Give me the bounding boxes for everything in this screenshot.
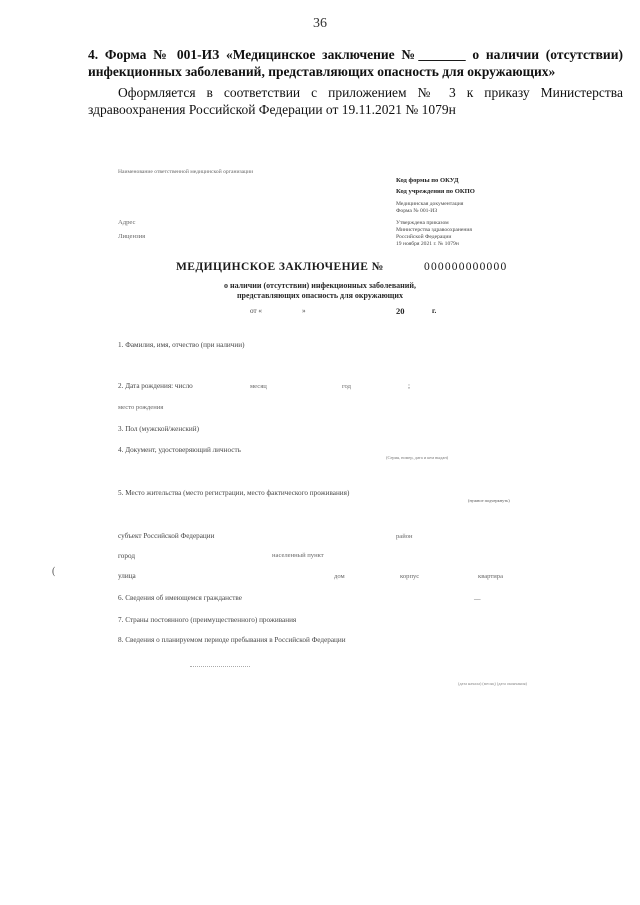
field-3-sex: 3. Пол (мужской/женский) (118, 425, 199, 433)
document-subtitle-2: представляющих опасность для окружающих (236, 291, 404, 300)
form-no-label: Форма № 001-ИЗ (396, 208, 438, 214)
field-6-citizenship: 6. Сведения об имеющемся гражданстве (118, 594, 242, 602)
document-subtitle-1: о наличии (отсутствии) инфекционных заболеваний, (223, 281, 417, 290)
field-2-year: год (342, 383, 352, 390)
form-basis-text: Оформляется в соответствии с приложением № 3 к приказу Министерства здравоохранения Российской Федерации от 19.11.2021 № 1079н (88, 85, 623, 117)
field-7-countries: 7. Страны постоянного (преимущественного) проживания (118, 616, 297, 624)
address-subject: субъект Российской Федерации (118, 532, 215, 540)
address-label: Адрес (118, 219, 136, 226)
license-label: Лицензия (118, 233, 146, 240)
field-8-stay-period: 8. Сведения о планируемом периоде пребывания в Российской Федерации (118, 636, 346, 644)
date-from: от « (250, 307, 263, 315)
address-street: улица (118, 572, 136, 580)
document-title: МЕДИЦИНСКОЕ ЗАКЛЮЧЕНИЕ № (176, 261, 384, 273)
field-2-birthplace: место рождения (118, 404, 164, 411)
address-district: район (396, 533, 413, 540)
date-quote: » (302, 307, 306, 315)
field-2-end: ; (408, 382, 410, 390)
address-city: город (118, 552, 135, 560)
margin-mark: ( (52, 566, 56, 577)
approved-line-3: Российской Федерации (396, 234, 452, 240)
org-label: Наименование ответственной медицинской организации (118, 169, 254, 175)
form-heading: 4. Форма № 001-ИЗ «Медицинское заключение №_______ о наличии (отсутствии) инфекционных заболеваний, представляющих опасность для окружающих» (88, 47, 623, 79)
approved-line-1: Утверждена приказом (396, 220, 449, 226)
approved-line-4: 19 ноября 2021 г. № 1079н (396, 241, 459, 247)
approved-line-2: Министерства здравоохранения (396, 227, 472, 233)
field-6-mark: __ (474, 594, 481, 601)
page-number: 36 (313, 16, 327, 31)
date-g: г. (432, 307, 437, 315)
field-5-hint: (нужное подчеркнуть) (468, 498, 510, 503)
address-building: корпус (400, 573, 420, 580)
stay-period-line (190, 666, 250, 667)
med-doc-label: Медицинская документация (396, 201, 464, 207)
okpo-label: Код учреждения по ОКПО (396, 188, 475, 195)
address-settlement: населенный пункт (272, 552, 324, 559)
field-4-id-document: 4. Документ, удостоверяющий личность (118, 446, 241, 454)
field-1-fio: 1. Фамилия, имя, отчество (при наличии) (118, 341, 245, 349)
field-2-month: месяц (250, 383, 267, 390)
bottom-hint: (дата начала) (месяц) (дата окончания) (458, 681, 527, 686)
document-number: 000000000000 (424, 261, 508, 273)
field-5-residence: 5. Место жительства (место регистрации, место фактического проживания) (118, 489, 350, 497)
field-2-birthdate: 2. Дата рождения: число (118, 382, 193, 390)
field-4-hint: (Серия, номер, дата и кем выдан) (386, 455, 449, 460)
address-house: дом (334, 573, 345, 580)
date-year: 20 (396, 306, 405, 316)
address-apartment: квартира (478, 573, 504, 580)
okud-label: Код формы по ОКУД (396, 177, 459, 184)
